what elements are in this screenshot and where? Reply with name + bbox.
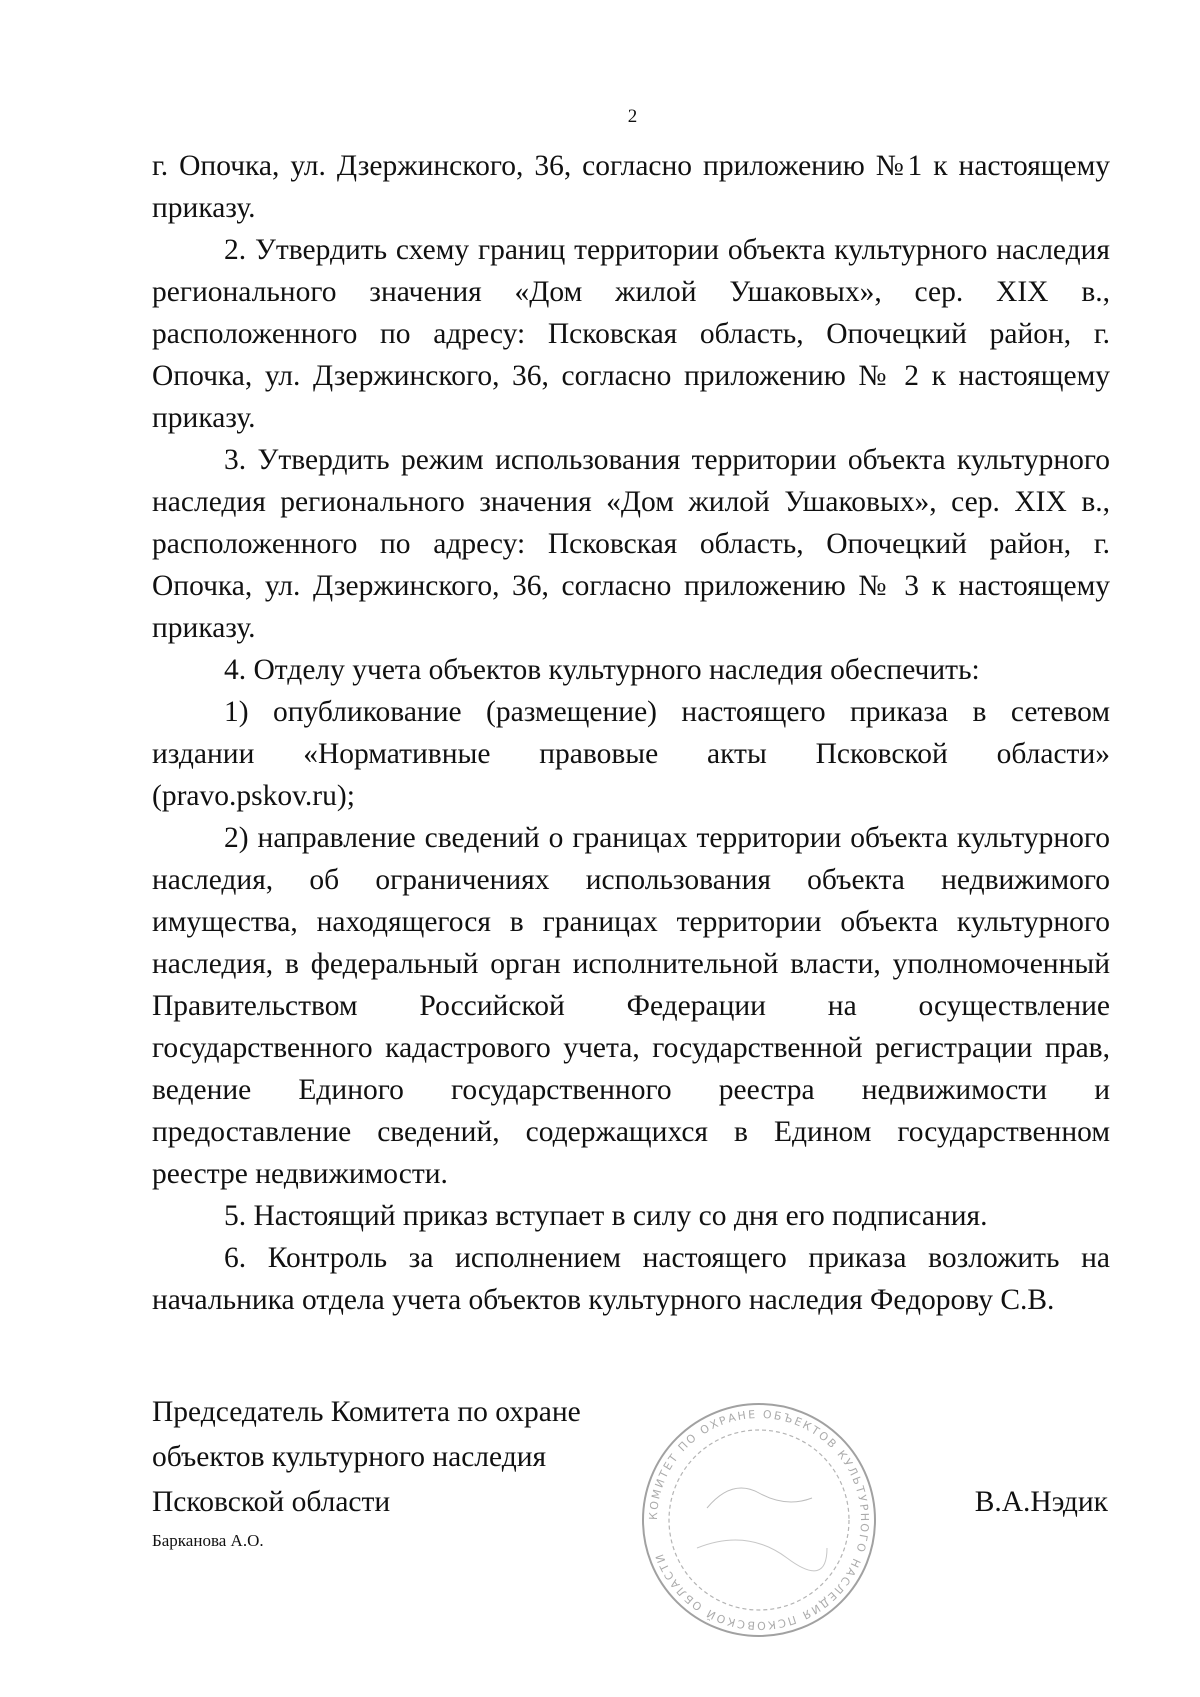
paragraph-3-approve-regime: 3. Утвердить режим использования территории объекта культурного наследия регионального значения «Дом жилой Ушаковых», сер. XIX в., расположенного по адресу: Псковская область, Опочецкий район, г. Опочка, ул. Дзержинского, 36, согласно приложению № 3 к настоящему приказу. bbox=[152, 444, 1110, 644]
paragraph-1-continuation: г. Опочка, ул. Дзержинского, 36, согласно приложению №1 к настоящему приказу. bbox=[152, 150, 1110, 224]
page-number: 2 bbox=[627, 106, 638, 127]
paragraph-4-department-tasks: 4. Отделу учета объектов культурного наследия обеспечить: bbox=[224, 654, 980, 686]
paragraph-4-item-1-publication: 1) опубликование (размещение) настоящего приказа в сетевом издании «Нормативные правовые акты Псковской области» (pravo.pskov.ru); bbox=[152, 696, 1110, 812]
svg-text:КОМИТЕТ ПО ОХРАНЕ ОБЪЕКТОВ КУЛ bbox=[647, 1408, 871, 1632]
executor-name: Барканова А.О. bbox=[152, 1531, 264, 1550]
signatory-name: В.А.Нэдик bbox=[974, 1486, 1108, 1518]
stamp-ring-text: КОМИТЕТ ПО ОХРАНЕ ОБЪЕКТОВ КУЛЬТУРНОГО НАСЛЕДИЯ ПСКОВСКОЙ ОБЛАСТИ bbox=[646, 1407, 872, 1633]
paragraph-5-effective-date: 5. Настоящий приказ вступает в силу со дня его подписания. bbox=[224, 1200, 988, 1232]
paragraph-4-item-2-notification: 2) направление сведений о границах территории объекта культурного наследия, об ограничениях использования объекта недвижимого имущества, находящегося в границах территории объекта культурного наследия, в федеральный орган исполнительной власти, уполномоченный Правительством Российской Федерации на осуществление государственного кадастрового учета, государственной регистрации прав, ведение Единого государственного реестра недвижимости и предоставление сведений, содержащихся в Едином государственном реестре недвижимости. bbox=[152, 822, 1110, 1190]
document-body bbox=[152, 145, 1110, 1321]
paragraph-2-approve-scheme: 2. Утвердить схему границ территории объекта культурного наследия регионального значения «Дом жилой Ушаковых», сер. XIX в., расположенного по адресу: Псковская область, Опочецкий район, г. Опочка, ул. Дзержинского, 36, согласно приложению № 2 к настоящему приказу. bbox=[152, 234, 1110, 434]
paragraph-6-control: 6. Контроль за исполнением настоящего приказа возложить на начальника отдела учета объектов культурного наследия Федорову С.В. bbox=[152, 1242, 1110, 1316]
signature-block bbox=[152, 1390, 712, 1555]
signatory-position-line-1: Председатель Комитета по охране bbox=[152, 1396, 581, 1428]
signatory-position-line-3: Псковской области bbox=[152, 1486, 391, 1518]
official-seal-stamp bbox=[637, 1398, 882, 1643]
signatory-position-line-2: объектов культурного наследия bbox=[152, 1441, 547, 1473]
